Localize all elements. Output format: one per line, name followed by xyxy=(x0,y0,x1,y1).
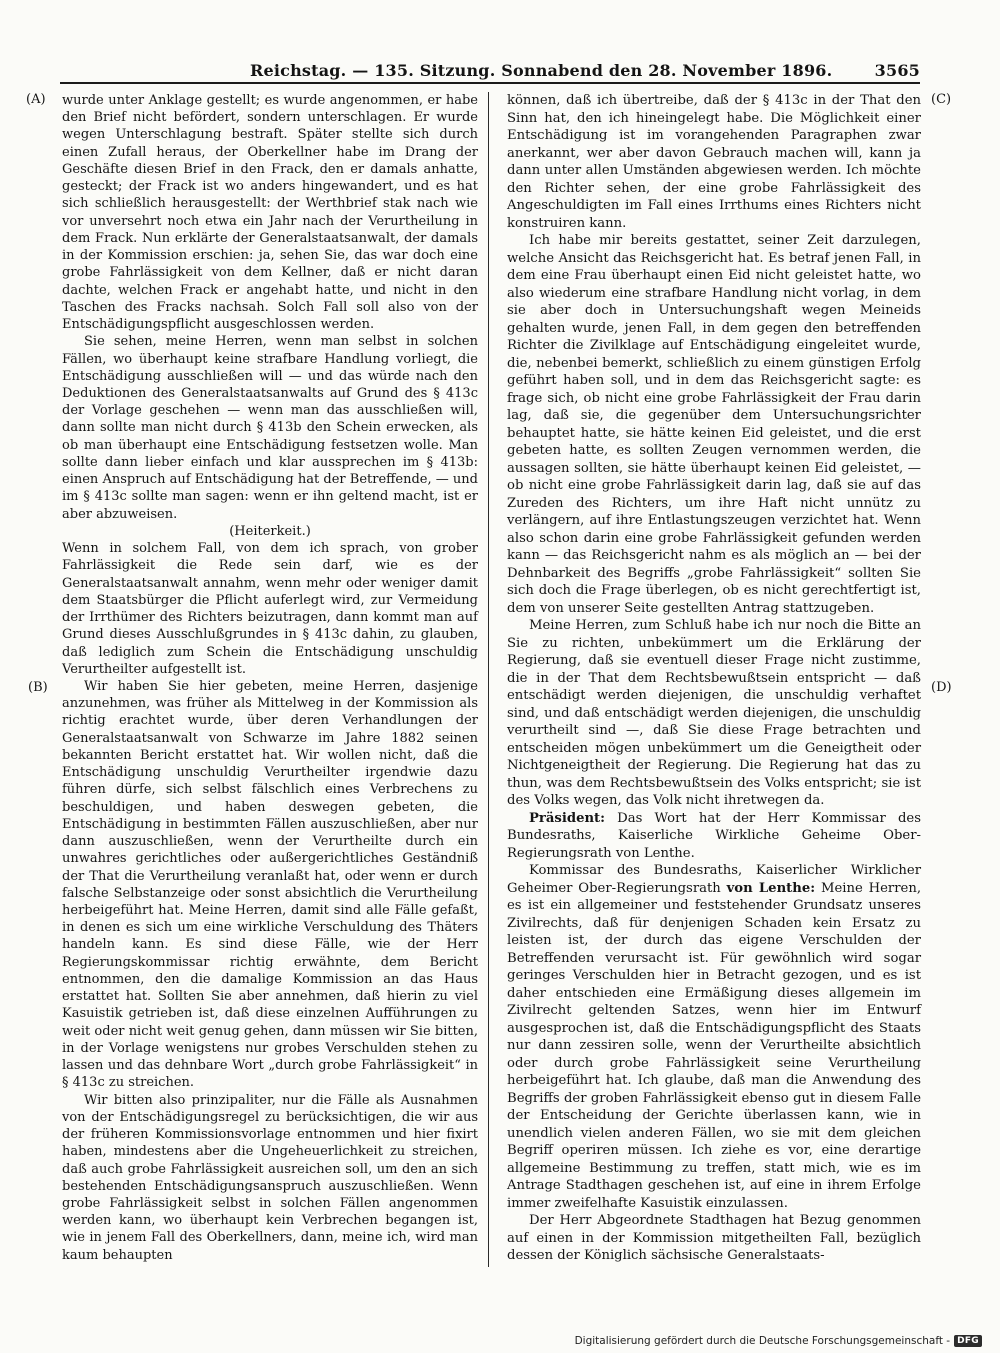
text-paragraph: Sie sehen, meine Herren, wenn man selbst in solchen Fällen, wo überhaupt keine strafbare Handlung vorliegt, die Entschädigung ausschließen will — und das würde nach den Deduktionen des Generalstaatsanwalts auf Grund des § 413c der Vorlage geschehen — wenn man das ausschließen will, dann sollte man nicht durch § 413b den Schein erwecken, als ob man überhaupt eine Entschädigung festsetzen wolle. Man sollte dann lieber einfach und klar aussprechen im § 413b: einen Anspruch auf Entschädigung hat der Betreffende, — und im § 413c sollte man sagen: wenn er ihn geltend macht, ist er aber abzuweisen. xyxy=(62,334,478,522)
text-paragraph: wurde unter Anklage gestellt; es wurde angenommen, er habe den Brief nicht befördert, sondern unterschlagen. Er wurde wegen Unterschlagung bestraft. Später stellte sich durch einen Zufall heraus, der Oberkellner habe im Drang der Geschäfte diesen Brief in den Frack, den er damals anhatte, gesteckt; der Frack ist wo anders hingewandert, und es hat sich schließlich herausgestellt: der Werthbrief stak nach wie vor unversehrt noch etwa ein Jahr nach der Verurtheilung in dem Frack. Nun erklärte der Generalstaatsanwalt, der damals in der Kommission erschien: ja, sehen Sie, das war doch eine grobe Fahrlässigkeit von dem Kellner, daß er nicht daran dachte, welchen Frack er angehabt hatte, und nicht in den Taschen des Fracks nachsah. Solch Fall soll also von der Entschädigungspflicht ausgeschlossen werden. xyxy=(62,93,478,333)
speaker-name: Präsident: xyxy=(529,810,606,826)
text-paragraph: Wenn in solchem Fall, von dem ich sprach, von grober Fahrlässigkeit die Rede sein darf, wie es der Generalstaatsanwalt annahm, wenn mehr oder weniger damit dem Staatsbürger die Pflicht auferlegt wird, zur Vermeidung der Irrthümer des Richters beizutragen, dann kommt man auf Grund dieses Ausschlußgrundes in § 413c dahin, zu glauben, daß lediglich zum Schein die Entschädigung unschuldig Verurtheilter aufgestellt ist. xyxy=(62,541,478,677)
text-paragraph: Ich habe mir bereits gestattet, seiner Zeit darzulegen, welche Ansicht das Reichsgericht hat. Es betraf jenen Fall, in dem eine Frau überhaupt einen Eid nicht geleistet hatte, wo also wiederum eine strafbare Handlung nicht vorlag, in dem sie aber doch in Untersuchungshaft wegen Meineids gehalten wurde, jenen Fall, in dem gegen den betreffenden Richter die Zivilklage auf Entschädigung eingeleitet wurde, die, nebenbei bemerkt, schließlich zu einem günstigen Erfolg geführt haben soll, und in dem das Reichsgericht sagte: es frage sich, ob nicht eine grobe Fahrlässigkeit der Frau darin lag, daß sie, die gegenüber dem Untersuchungsrichter behauptet hatte, sie hätte keinen Eid geleistet, und die erst gebeten hatte, es sollten Zeugen vernommen werden, die aussagen sollten, sie hätte überhaupt keinen Eid geleistet, — ob nicht eine grobe Fahrlässigkeit darin lag, daß sie auf das Zureden des Richters, um ihre Haft nicht unnütz zu verlängern, auf ihre Entlastungszeugen verzichtet hat. Wenn also schon darin eine grobe Fahrlässigkeit gefunden werden kann — das Reichsgericht nahm es als möglich an — bei der Dehnbarkeit des Begriffs „grobe Fahrlässigkeit“ sollten Sie sich doch die Frage überlegen, ob es nicht gerechtfertigt ist, dem von unserer Seite gestellten Antrag stattzugeben. xyxy=(507,233,921,616)
footer-credit xyxy=(575,1335,982,1347)
column-divider xyxy=(488,92,489,1267)
text-paragraph: Der Herr Abgeordnete Stadthagen hat Bezug genommen auf einen in der Kommission mitgetheilten Fall, bezüglich dessen der Königlich sächsische Generalstaats- xyxy=(507,1213,921,1263)
text-paragraph: können, daß ich übertreibe, daß der § 413c in der That den Sinn hat, den ich hineingelegt habe. Die Möglichkeit einer Entschädigung ist im vorangehenden Paragraphen zwar anerkannt, wer aber davon Gebrauch machen will, kann ja dann unter allen Umständen abgewiesen werden. Ich möchte den Richter sehen, der eine grobe Fahrlässigkeit des Angeschuldigten im Fall eines Irrthums eines Richters nicht konstruiren kann. xyxy=(507,93,921,231)
speech-paragraph xyxy=(507,810,921,863)
page-header-title: Reichstag. — 135. Sitzung. Sonnabend den 28. November 1896. xyxy=(250,61,833,80)
page-number: 3565 xyxy=(874,61,920,80)
text-paragraph: Wir haben Sie hier gebeten, meine Herren, dasjenige anzunehmen, was früher als Mittelweg in der Kommission als richtig erachtet wurde, über deren Verhandlungen der Generalstaatsanwalt von Schwarze im Jahre 1882 seinen bekannten Bericht erstattet hat. Wir wollen nicht, daß die Entschädigung unschuldig Verurtheilter irgendwie dazu führen dürfe, sich selbst fälschlich eines Verbrechens zu beschuldigen, und haben deswegen gebeten, die Entschädigung in bestimmten Fällen auszuschließen, aber nur dann auszuschließen, wenn der Verurtheilte durch ein unwahres gerichtliches oder außergerichtliches Geständniß der That die Verurtheilung veranlaßt hat, oder wenn er durch falsche Selbstanzeige oder sonst absichtlich die Verurtheilung herbeigeführt hat. Meine Herren, damit sind alle Fälle gefaßt, in denen es sich um eine wirkliche Verschuldung des Thäters handeln kann. Es sind diese Fälle, wie der Herr Regierungskommissar richtig erwähnte, dem Bericht entnommen, den die damalige Kommission an das Haus erstattet hat. Sollten Sie aber annehmen, daß hierin zu viel Kasuistik getrieben ist, daß diese einzelnen Aufführungen zu weit oder nicht weit genug gehen, dann müssen wir Sie bitten, in der Vorlage wenigstens nur grobes Verschulden stehen zu lassen und das dehnbare Wort „durch grobe Fahrlässigkeit“ in § 413c zu streichen. xyxy=(62,678,478,1091)
left-text-column xyxy=(62,92,478,1264)
margin-mark-b: (B) xyxy=(28,680,48,695)
speech-text: Meine Herren, es ist ein allgemeiner und feststehender Grundsatz unseres Zivilrechts, daß für denjenigen Schaden kein Ersatz zu leisten ist, der durch das eigene Verschulden der Betreffenden verursacht ist. Für gewöhnlich wird sogar geringes Verschulden hier in Betracht gezogen, und es ist daher entschieden eine Ermäßigung dieses allgemein im Zivilrecht geltenden Satzes, wenn hier im Entwurf ausgesprochen ist, daß die Entschädigungspflicht des Staats nur dann zessiren solle, wenn der Verurtheilte absichtlich oder durch grobe Fahrlässigkeit seine Verurtheilung herbeigeführt hat. Ich glaube, daß man die Anwendung des Begriffs der groben Fahrlässigkeit ebenso gut in diesem Falle der Entscheidung der Gerichte überlassen kann, wie in unendlich vielen anderen Fällen, wo sie mit dem gleichen Begriff operiren müssen. Ich ziehe es vor, eine derartige allgemeine Bestimmung zu treffen, statt mich, wie es im Antrage Stadthagen geschehen ist, auf eine in ihrem Erfolge immer zweifelhafte Kasuistik einzulassen. xyxy=(507,880,922,1211)
page-header xyxy=(60,58,920,80)
speech-paragraph xyxy=(507,862,921,1212)
speech-text: Das Wort hat der Herr Kommissar des Bundesraths, Kaiserliche Wirkliche Geheime Ober-Regierungsrath von Lenthe. xyxy=(507,810,921,861)
text-paragraph: Wir bitten also prinzipaliter, nur die Fälle als Ausnahmen von der Entschädigungsregel zu berücksichtigen, die wir aus der früheren Kommissionsvorlage entnommen und hier fixirt haben, mindestens aber die Ungeheuerlichkeit zu streichen, daß auch grobe Fahrlässigkeit ausreichen soll, um den an sich bestehenden Entschädigungsanspruch auszuschließen. Wenn grobe Fahrlässigkeit selbst in solchen Fällen angenommen werden kann, wo überhaupt kein Verbrechen begangen ist, wie in jenem Fall des Oberkellners, dann, meine ich, wird man kaum behaupten xyxy=(62,1092,478,1263)
text-paragraph: Meine Herren, zum Schluß habe ich nur noch die Bitte an Sie zu richten, unbekümmert um die Erklärung der Regierung, daß sie eventuell dieser Frage nicht zustimme, die in der That dem Rechtsbewußtsein entspricht — daß entschädigt werden diejenigen, die unschuldig verhaftet sind, und daß entschädigt werden diejenigen, die unschuldig verurtheilt sind —, daß Sie diese Frage betrachten und entscheiden mögen unbekümmert um die Geneigtheit oder Nichtgeneigtheit der Regierung. Die Regierung hat das zu thun, was dem Rechtsbewußtsein des Volks entspricht; sie ist des Volks wegen, das Volk nicht ihretwegen da. xyxy=(507,618,921,808)
footer-text: Digitalisierung gefördert durch die Deutsche Forschungsgemeinschaft - xyxy=(574,1335,951,1347)
speaker-name: von Lenthe: xyxy=(726,880,816,896)
margin-mark-d: (D) xyxy=(931,680,952,695)
dfg-logo: DFG xyxy=(954,1335,982,1347)
right-text-column xyxy=(507,92,921,1265)
header-rule xyxy=(60,82,920,84)
margin-mark-c: (C) xyxy=(931,92,952,107)
stage-direction: (Heiterkeit.) xyxy=(229,523,311,539)
margin-mark-a: (A) xyxy=(26,92,46,107)
speaker-title: Kommissar des Bundesraths, Kaiserlicher Wirklicher Geheimer Ober-Regierungsrath xyxy=(507,863,921,896)
